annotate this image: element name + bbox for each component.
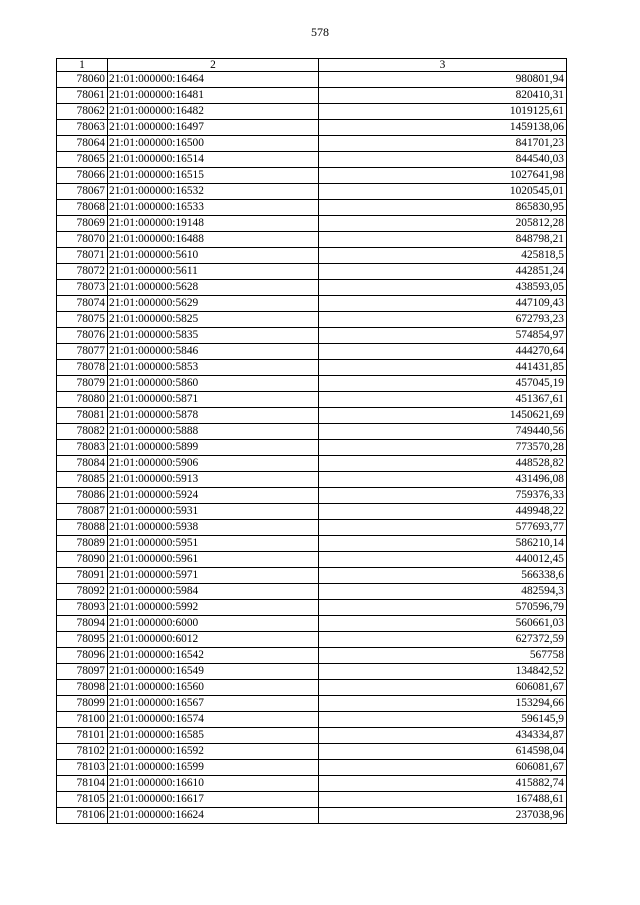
cadastral-number-cell: 21:01:000000:5906 [108,456,319,472]
value-cell: 442851,24 [319,264,567,280]
table-row [57,552,567,568]
table-row [57,536,567,552]
row-number-cell: 78088 [57,520,108,536]
cadastral-number-cell: 21:01:000000:16567 [108,696,319,712]
cadastral-number-cell: 21:01:000000:5629 [108,296,319,312]
value-cell: 844540,03 [319,152,567,168]
cadastral-number-cell: 21:01:000000:5924 [108,488,319,504]
table-row [57,504,567,520]
cadastral-number-cell: 21:01:000000:16585 [108,728,319,744]
value-cell: 749440,56 [319,424,567,440]
value-cell: 773570,28 [319,440,567,456]
cadastral-number-cell: 21:01:000000:5971 [108,568,319,584]
table-row [57,104,567,120]
value-cell: 614598,04 [319,744,567,760]
row-number-cell: 78100 [57,712,108,728]
row-number-cell: 78086 [57,488,108,504]
value-cell: 415882,74 [319,776,567,792]
value-cell: 1459138,06 [319,120,567,136]
table-row [57,88,567,104]
table-row [57,168,567,184]
row-number-cell: 78104 [57,776,108,792]
value-cell: 570596,79 [319,600,567,616]
table-row [57,600,567,616]
value-cell: 440012,45 [319,552,567,568]
table-row [57,472,567,488]
row-number-cell: 78080 [57,392,108,408]
row-number-cell: 78061 [57,88,108,104]
table-row [57,344,567,360]
cadastral-number-cell: 21:01:000000:6000 [108,616,319,632]
value-cell: 205812,28 [319,216,567,232]
table-row [57,584,567,600]
cadastral-number-cell: 21:01:000000:16532 [108,184,319,200]
cadastral-number-cell: 21:01:000000:5860 [108,376,319,392]
row-number-cell: 78090 [57,552,108,568]
row-number-cell: 78102 [57,744,108,760]
table-row [57,328,567,344]
table-row [57,360,567,376]
value-cell: 606081,67 [319,760,567,776]
table-row [57,216,567,232]
table-row [57,648,567,664]
row-number-cell: 78084 [57,456,108,472]
value-cell: 606081,67 [319,680,567,696]
row-number-cell: 78101 [57,728,108,744]
value-cell: 237038,96 [319,808,567,824]
value-cell: 438593,05 [319,280,567,296]
cadastral-number-cell: 21:01:000000:16497 [108,120,319,136]
row-number-cell: 78069 [57,216,108,232]
row-number-cell: 78089 [57,536,108,552]
cadastral-number-cell: 21:01:000000:16542 [108,648,319,664]
value-cell: 449948,22 [319,504,567,520]
row-number-cell: 78070 [57,232,108,248]
row-number-cell: 78097 [57,664,108,680]
value-cell: 425818,5 [319,248,567,264]
table-row [57,152,567,168]
cadastral-number-cell: 21:01:000000:5878 [108,408,319,424]
value-cell: 1019125,61 [319,104,567,120]
cadastral-number-cell: 21:01:000000:16624 [108,808,319,824]
table-row [57,664,567,680]
cadastral-number-cell: 21:01:000000:16560 [108,680,319,696]
table-row [57,248,567,264]
value-cell: 153294,66 [319,696,567,712]
cadastral-number-cell: 21:01:000000:5835 [108,328,319,344]
value-cell: 567758 [319,648,567,664]
column-header-2: 2 [108,59,319,72]
value-cell: 586210,14 [319,536,567,552]
data-table [56,58,567,824]
row-number-cell: 78099 [57,696,108,712]
row-number-cell: 78077 [57,344,108,360]
table-row [57,264,567,280]
row-number-cell: 78064 [57,136,108,152]
table-row [57,136,567,152]
value-cell: 444270,64 [319,344,567,360]
cadastral-number-cell: 21:01:000000:16592 [108,744,319,760]
cadastral-number-cell: 21:01:000000:16514 [108,152,319,168]
cadastral-number-cell: 21:01:000000:5984 [108,584,319,600]
cadastral-number-cell: 21:01:000000:16549 [108,664,319,680]
value-cell: 431496,08 [319,472,567,488]
table-row [57,376,567,392]
cadastral-number-cell: 21:01:000000:6012 [108,632,319,648]
row-number-cell: 78065 [57,152,108,168]
cadastral-number-cell: 21:01:000000:5853 [108,360,319,376]
table-row [57,312,567,328]
row-number-cell: 78094 [57,616,108,632]
row-number-cell: 78092 [57,584,108,600]
row-number-cell: 78087 [57,504,108,520]
value-cell: 560661,03 [319,616,567,632]
row-number-cell: 78098 [57,680,108,696]
value-cell: 577693,77 [319,520,567,536]
row-number-cell: 78079 [57,376,108,392]
value-cell: 848798,21 [319,232,567,248]
cadastral-number-cell: 21:01:000000:16481 [108,88,319,104]
value-cell: 1450621,69 [319,408,567,424]
row-number-cell: 78071 [57,248,108,264]
cadastral-number-cell: 21:01:000000:5628 [108,280,319,296]
table-row [57,232,567,248]
row-number-cell: 78093 [57,600,108,616]
cadastral-number-cell: 21:01:000000:5825 [108,312,319,328]
value-cell: 596145,9 [319,712,567,728]
row-number-cell: 78072 [57,264,108,280]
table-row [57,728,567,744]
cadastral-number-cell: 21:01:000000:5951 [108,536,319,552]
row-number-cell: 78091 [57,568,108,584]
value-cell: 1027641,98 [319,168,567,184]
value-cell: 841701,23 [319,136,567,152]
table-row [57,280,567,296]
cadastral-number-cell: 21:01:000000:16515 [108,168,319,184]
row-number-cell: 78096 [57,648,108,664]
table-row [57,392,567,408]
row-number-cell: 78073 [57,280,108,296]
row-number-cell: 78063 [57,120,108,136]
cadastral-number-cell: 21:01:000000:5938 [108,520,319,536]
value-cell: 167488,61 [319,792,567,808]
table-row [57,200,567,216]
cadastral-number-cell: 21:01:000000:16610 [108,776,319,792]
table-body [57,72,567,824]
value-cell: 672793,23 [319,312,567,328]
row-number-cell: 78083 [57,440,108,456]
cadastral-number-cell: 21:01:000000:16533 [108,200,319,216]
value-cell: 759376,33 [319,488,567,504]
cadastral-number-cell: 21:01:000000:5913 [108,472,319,488]
value-cell: 574854,97 [319,328,567,344]
row-number-cell: 78082 [57,424,108,440]
table-row [57,760,567,776]
value-cell: 447109,43 [319,296,567,312]
cadastral-number-cell: 21:01:000000:19148 [108,216,319,232]
row-number-cell: 78085 [57,472,108,488]
cadastral-number-cell: 21:01:000000:5846 [108,344,319,360]
table-row [57,456,567,472]
cadastral-number-cell: 21:01:000000:16488 [108,232,319,248]
row-number-cell: 78103 [57,760,108,776]
table-row [57,520,567,536]
cadastral-number-cell: 21:01:000000:5899 [108,440,319,456]
column-header-1: 1 [57,59,108,72]
value-cell: 451367,61 [319,392,567,408]
table-row [57,488,567,504]
table-row [57,696,567,712]
value-cell: 627372,59 [319,632,567,648]
table-row [57,440,567,456]
value-cell: 820410,31 [319,88,567,104]
column-header-3: 3 [319,59,567,72]
cadastral-number-cell: 21:01:000000:5871 [108,392,319,408]
table-row [57,712,567,728]
cadastral-number-cell: 21:01:000000:5992 [108,600,319,616]
table-row [57,424,567,440]
cadastral-number-cell: 21:01:000000:5961 [108,552,319,568]
table-header-row [57,59,567,72]
value-cell: 441431,85 [319,360,567,376]
value-cell: 434334,87 [319,728,567,744]
table-row [57,792,567,808]
cadastral-number-cell: 21:01:000000:5931 [108,504,319,520]
table-row [57,184,567,200]
cadastral-number-cell: 21:01:000000:16482 [108,104,319,120]
row-number-cell: 78062 [57,104,108,120]
cadastral-number-cell: 21:01:000000:16574 [108,712,319,728]
row-number-cell: 78066 [57,168,108,184]
table-row [57,808,567,824]
table-row [57,408,567,424]
page-number: 578 [311,25,329,39]
row-number-cell: 78067 [57,184,108,200]
cadastral-number-cell: 21:01:000000:16599 [108,760,319,776]
row-number-cell: 78075 [57,312,108,328]
cadastral-number-cell: 21:01:000000:5610 [108,248,319,264]
row-number-cell: 78095 [57,632,108,648]
table-row [57,616,567,632]
table-row [57,296,567,312]
value-cell: 134842,52 [319,664,567,680]
row-number-cell: 78078 [57,360,108,376]
table-row [57,632,567,648]
table-row [57,568,567,584]
value-cell: 457045,19 [319,376,567,392]
row-number-cell: 78074 [57,296,108,312]
cadastral-number-cell: 21:01:000000:5888 [108,424,319,440]
table-row [57,680,567,696]
row-number-cell: 78076 [57,328,108,344]
value-cell: 980801,94 [319,72,567,88]
cadastral-number-cell: 21:01:000000:16500 [108,136,319,152]
value-cell: 865830,95 [319,200,567,216]
value-cell: 448528,82 [319,456,567,472]
cadastral-number-cell: 21:01:000000:16617 [108,792,319,808]
cadastral-number-cell: 21:01:000000:16464 [108,72,319,88]
cadastral-number-cell: 21:01:000000:5611 [108,264,319,280]
value-cell: 482594,3 [319,584,567,600]
value-cell: 1020545,01 [319,184,567,200]
row-number-cell: 78106 [57,808,108,824]
table-row [57,776,567,792]
value-cell: 566338,6 [319,568,567,584]
table-row [57,72,567,88]
row-number-cell: 78105 [57,792,108,808]
table-row [57,120,567,136]
row-number-cell: 78068 [57,200,108,216]
table-row [57,744,567,760]
row-number-cell: 78060 [57,72,108,88]
row-number-cell: 78081 [57,408,108,424]
